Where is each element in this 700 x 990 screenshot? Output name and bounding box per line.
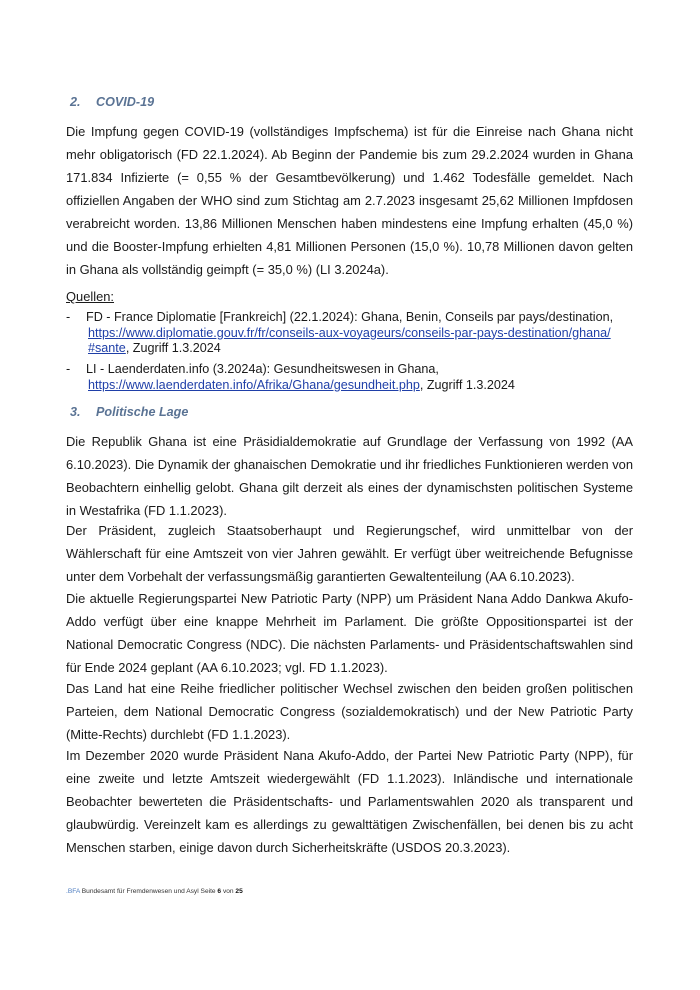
sources-label: Quellen:	[66, 289, 115, 304]
section-number: 3.	[70, 405, 81, 419]
covid-paragraph: Die Impfung gegen COVID-19 (vollständiges Impfschema) ist für die Einreise nach Ghana nicht mehr obligatorisch (FD 22.1.2024). Ab Beginn der Pandemie bis zum 29.2.2024 wurden in Ghana 171.834 Infizierte (= 0,55 % der Gesamtbevölkerung) und 1.462 Todesfälle gemeldet. Nach offiziellen Angaben der WHO sind zum Stichtag am 2.7.2023 insgesamt 25,62 Millionen Impfdosen verabreicht worden. 13,86 Millionen Menschen haben mindestens eine Impfung erhalten (45,0 %) und die Booster-Impfung erhielten 4,81 Millionen Personen (15,0 %). 10,78 Millionen davon gelten in Ghana als vollständig geimpft (= 35,0 %) (LI 3.2024a).	[66, 124, 633, 277]
source-item-fd	[66, 310, 633, 357]
footer-page-current: 6	[217, 888, 222, 895]
politics-paragraph-1: Die Republik Ghana ist eine Präsidialdemokratie auf Grundlage der Verfassung von 1992 (AA 6.10.2023). Die Dynamik der ghanaischen Demokratie und ihr friedliches Funktionieren werden von Beobachtern einhellig gelobt. Ghana gilt derzeit als eines der dynamischsten politischen Systeme in Westafrika (FD 1.1.2023).	[66, 434, 633, 518]
footer-page-total: 25	[235, 888, 243, 895]
source-link-laenderdaten[interactable]: https://www.laenderdaten.info/Afrika/Ghana/gesundheit.php	[88, 377, 420, 392]
source-text: LI - Laenderdaten.info (3.2024a): Gesundheitswesen in Ghana,	[86, 362, 439, 376]
source-access-date: , Zugriff 1.3.2024	[419, 377, 515, 392]
section-heading-politics	[70, 405, 188, 419]
source-access-date: , Zugriff 1.3.2024	[125, 341, 221, 355]
section-title: Politische Lage	[96, 405, 189, 419]
footer-page-label: Seite	[200, 888, 216, 895]
list-dash: -	[66, 362, 71, 376]
section-title: COVID-19	[96, 95, 155, 109]
politics-paragraph-3: Die aktuelle Regierungspartei New Patriotic Party (NPP) um Präsident Nana Addo Dankwa Akufo-Addo verfügt über eine knappe Mehrheit im Parlament. Die größte Oppositionspartei ist der National Democratic Congress (NDC). Die nächsten Parlaments- und Präsidentschaftswahlen sind für Ende 2024 geplant (AA 6.10.2023; vgl. FD 1.1.2023).	[66, 591, 633, 675]
politics-paragraph-4: Das Land hat eine Reihe friedlicher politischer Wechsel zwischen den beiden großen politischen Parteien, dem National Democratic Congress (sozialdemokratisch) und der New Patriotic Party (Mitte-Rechts) durchlebt (FD 1.1.2023).	[66, 681, 633, 742]
list-dash: -	[66, 310, 71, 324]
source-text: FD - France Diplomatie [Frankreich] (22.1.2024): Ghana, Benin, Conseils par pays/destination,	[86, 310, 614, 324]
source-link-diplomatie-anchor[interactable]: #sante	[88, 341, 126, 355]
footer-page-of: von	[222, 888, 234, 895]
section-number: 2.	[70, 95, 81, 109]
source-item-li	[66, 362, 633, 393]
page-footer	[66, 888, 243, 895]
source-link-diplomatie[interactable]: https://www.diplomatie.gouv.fr/fr/conseils-aux-voyageurs/conseils-par-pays-destination/ghana/	[88, 325, 611, 340]
footer-org: Bundesamt für Fremdenwesen und Asyl	[81, 888, 199, 895]
section-heading-covid	[70, 95, 154, 109]
politics-paragraph-5: Im Dezember 2020 wurde Präsident Nana Akufo-Addo, der Partei New Patriotic Party (NPP), für eine zweite und letzte Amtszeit wiedergewählt (FD 1.1.2023). Inländische und internationale Beobachter bewerteten die Präsidentschafts- und Parlamentswahlen 2020 als transparent und glaubwürdig. Vereinzelt kam es allerdings zu gewalttätigen Zwischenfällen, bei denen bis zu acht Menschen starben, einige davon durch Sicherheitskräfte (USDOS 20.3.2023).	[66, 748, 633, 855]
bfa-logo-text: .BFA	[66, 888, 80, 895]
politics-paragraph-2: Der Präsident, zugleich Staatsoberhaupt und Regierungschef, wird unmittelbar von der Wählerschaft für eine Amtszeit von vier Jahren gewählt. Er verfügt über weitreichende Befugnisse unter dem Vorbehalt der verfassungsmäßig garantierten Gewaltenteilung (AA 6.10.2023).	[66, 523, 633, 584]
